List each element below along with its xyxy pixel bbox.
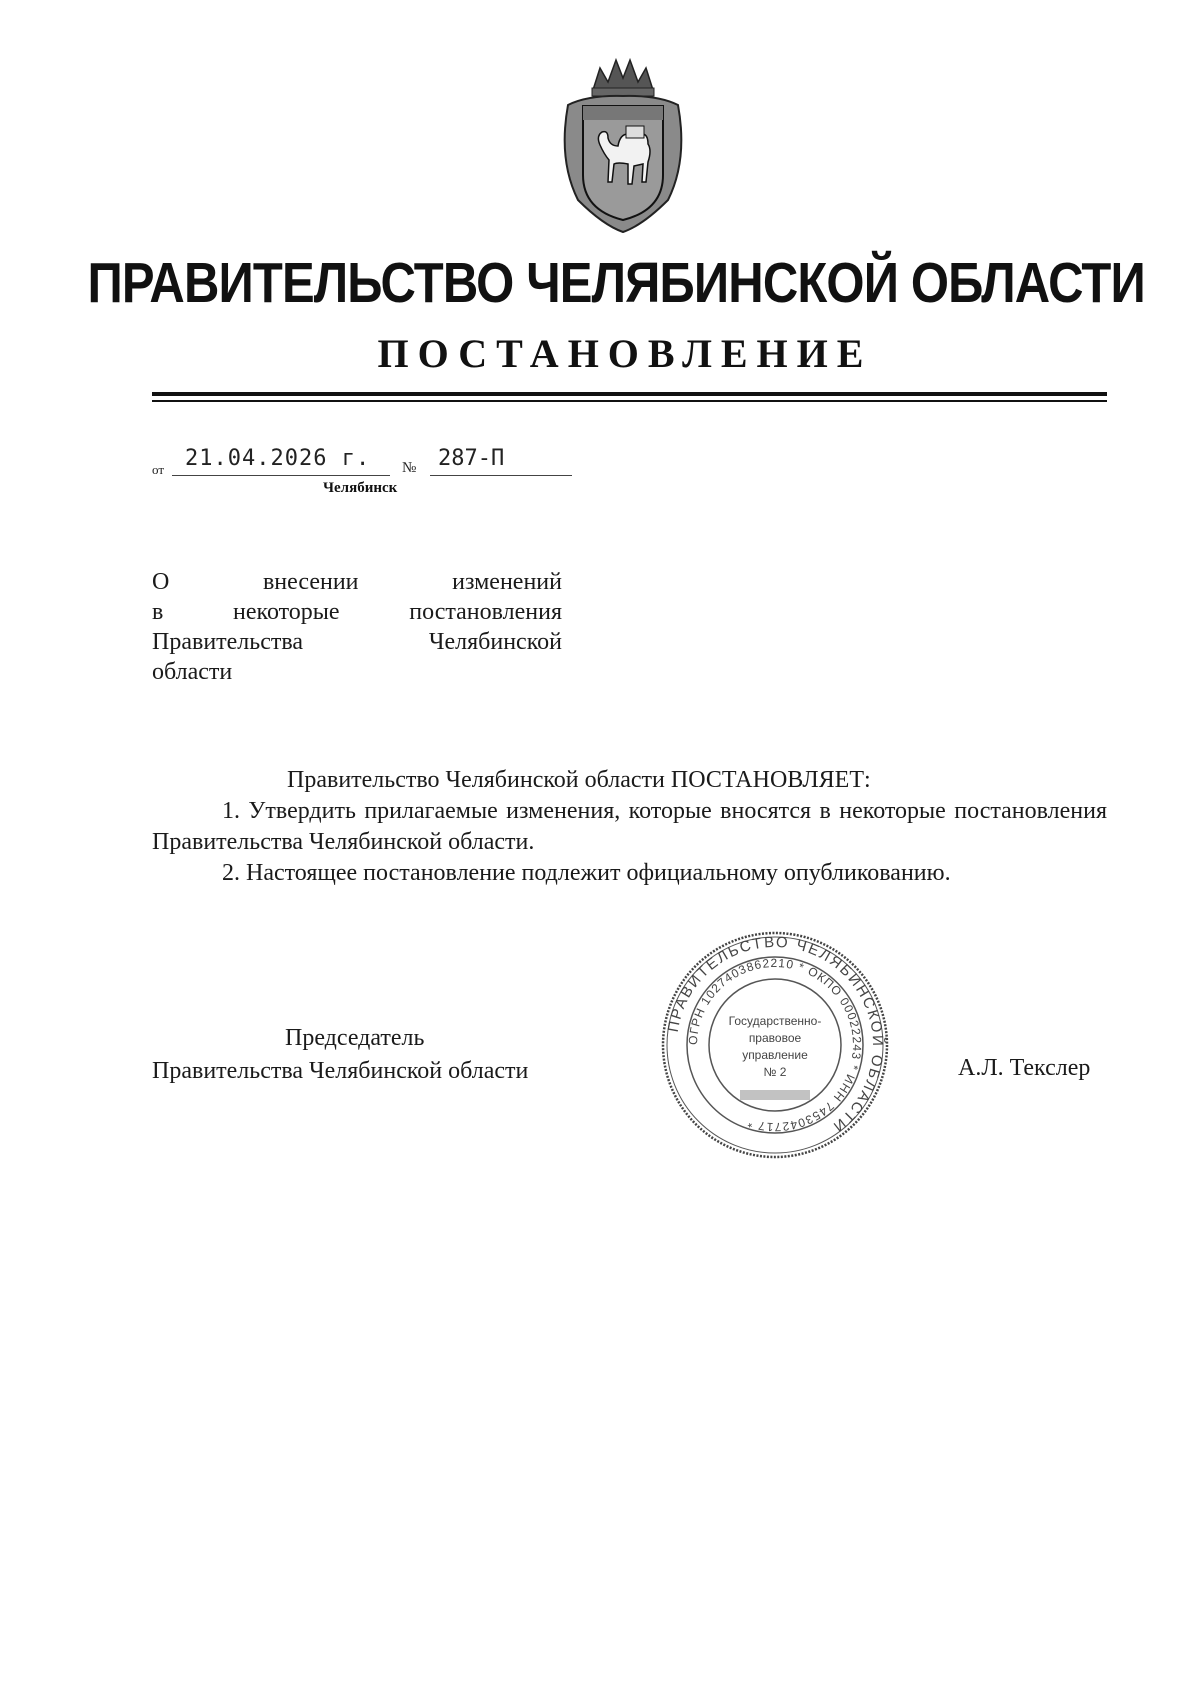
header-divider-thin xyxy=(152,400,1107,402)
signatory-name: А.Л. Текслер xyxy=(958,1055,1091,1081)
stamp-center-line-2: правовое xyxy=(748,1031,802,1045)
resolution-item-1: 1. Утвердить прилагаемые изменения, которые вносятся в некоторые постановления Правительства Челябинской области. xyxy=(152,798,1107,855)
stamp-center-line-3: управление xyxy=(742,1048,808,1062)
signatory-position-line-1: Председатель xyxy=(285,1025,425,1051)
stamp-inner-text: ОГРН 1027403862210 * ОКПО 00022243 * ИНН 7453042717 * xyxy=(685,955,865,1135)
document-date: 21.04.2026 г. xyxy=(185,446,371,471)
signatory-position-line-2: Правительства Челябинской области xyxy=(152,1058,529,1084)
number-label: № xyxy=(402,460,417,476)
official-stamp xyxy=(655,925,895,1165)
subject-line: в некоторые постановления xyxy=(152,599,562,625)
document-number: 287-П xyxy=(438,446,505,471)
resolution-item-2: 2. Настоящее постановление подлежит официальному опубликованию. xyxy=(222,860,951,886)
stamp-outer-text: ПРАВИТЕЛЬСТВО ЧЕЛЯБИНСКОЙ ОБЛАСТИ xyxy=(664,933,887,1136)
document-type-heading: ПОСТАНОВЛЕНИЕ xyxy=(377,331,873,376)
signatory-position xyxy=(152,1022,612,1088)
subject-line: области xyxy=(152,659,233,685)
subject-line: О внесении изменений xyxy=(152,569,562,595)
resolution-intro: Правительство Челябинской области ПОСТАНОВЛЯЕТ: xyxy=(287,767,871,793)
coat-of-arms-icon xyxy=(548,50,698,235)
document-body xyxy=(152,765,1107,889)
date-prefix-label: от xyxy=(152,462,165,477)
stamp-center-line-1: Государственно- xyxy=(728,1014,822,1028)
document-subject xyxy=(152,567,562,687)
subject-line: Правительства Челябинской xyxy=(152,629,562,655)
document-city: Челябинск xyxy=(323,480,398,496)
stamp-center-line-4: № 2 xyxy=(763,1065,787,1079)
government-title: ПРАВИТЕЛЬСТВО ЧЕЛЯБИНСКОЙ ОБЛАСТИ xyxy=(87,251,1145,315)
date-underline xyxy=(172,475,390,476)
header-divider-thick xyxy=(152,392,1107,396)
number-underline xyxy=(430,475,572,476)
